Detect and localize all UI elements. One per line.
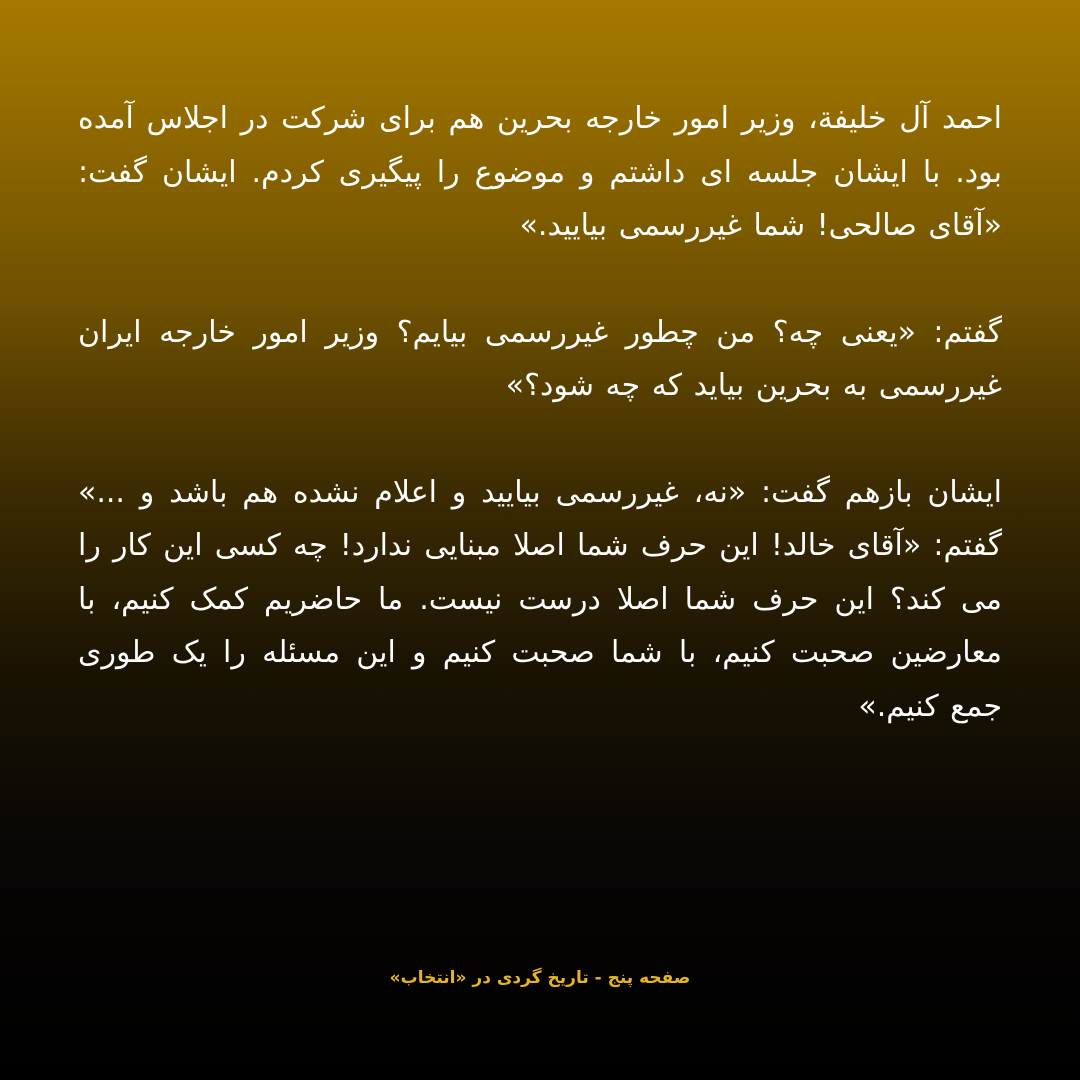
paragraph-1: احمد آل خلیفة، وزیر امور خارجه بحرین هم برای شرکت در اجلاس آمده بود. با ایشان جلسه ای داشتم و موضوع را پیگیری کردم. ایشان گفت: «آقای صالحی! شما غیررسمی بیایید.»	[78, 101, 1002, 243]
paragraph-2: گفتم: «یعنی چه؟ من چطور غیررسمی بیایم؟ وزیر امور خارجه ایران غیررسمی به بحرین بیاید که چه شود؟»	[78, 314, 1002, 403]
article-body	[78, 92, 1002, 786]
page-footer-caption: صفحه پنج - تاریخ گردی در «انتخاب»	[389, 968, 691, 988]
paragraph-3: ایشان بازهم گفت: «نه، غیررسمی بیایید و اعلام نشده هم باشد و ...» گفتم: «آقای خالد! این حرف شما اصلا مبنایی ندارد! چه کسی این کار را می کند؟ این حرف شما اصلا درست نیست. ما حاضریم کمک کنیم، با معارضین صحبت کنیم، با شما صحبت کنیم و این مسئله را یک طوری جمع کنیم.»	[78, 474, 1002, 724]
